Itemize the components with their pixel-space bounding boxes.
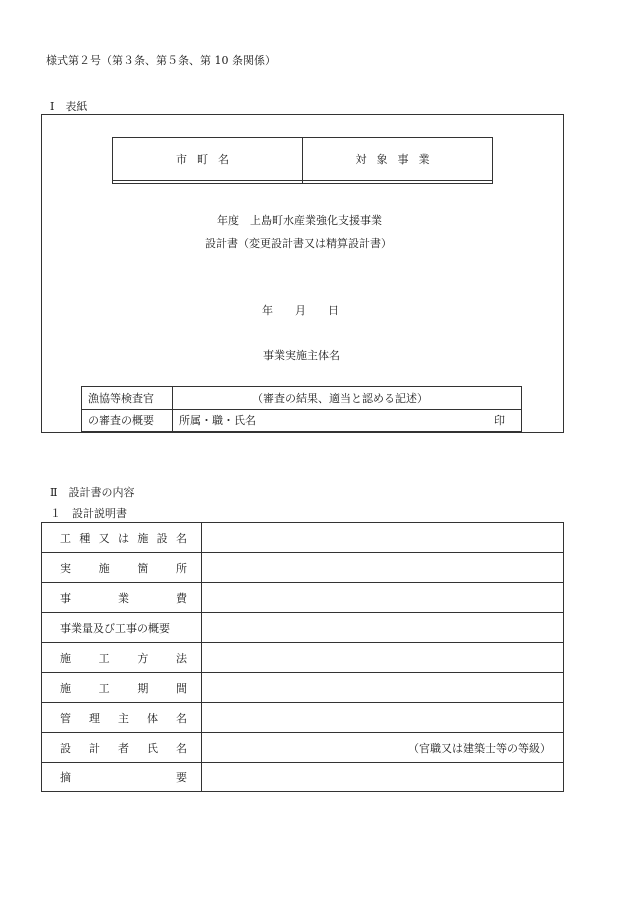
review-cell [173, 387, 522, 410]
row-value[interactable] [202, 733, 564, 763]
table-row [42, 643, 564, 673]
design-description-table [41, 522, 564, 792]
row-label-char: 業 [118, 591, 129, 605]
municipality-header: 市町名 [113, 138, 303, 181]
table-row [42, 733, 564, 763]
implementer-label: 事業実施主体名 [263, 349, 340, 362]
row-label-char: 法 [175, 651, 187, 665]
row-label-char: 体 [147, 711, 158, 725]
row-label-char: 又 [98, 531, 110, 545]
affiliation-cell[interactable] [173, 409, 522, 432]
table-row [42, 763, 564, 792]
row-label-char: は [117, 531, 129, 545]
row-value[interactable] [202, 583, 564, 613]
cover-table [112, 137, 493, 184]
row-label [42, 613, 202, 643]
row-value-text: （官職又は建築士等の等級） [408, 741, 551, 755]
row-label-char: 氏 [147, 741, 158, 755]
target-project-header: 対象事業 [303, 138, 493, 181]
row-label-char: 名 [176, 711, 187, 725]
row-label-char: 期 [137, 681, 149, 695]
table-row [42, 703, 564, 733]
row-label-char: 施 [60, 651, 71, 665]
row-label [42, 703, 202, 733]
row-value[interactable] [202, 613, 564, 643]
row-label [42, 523, 202, 553]
form-number: 様式第２号（第３条、第５条、第 10 条関係） [46, 54, 276, 67]
inspector-label-2: の審査の概要 [82, 409, 173, 432]
row-value[interactable] [202, 673, 564, 703]
table-row [42, 673, 564, 703]
row-label-char: 名 [176, 741, 187, 755]
table-row [42, 583, 564, 613]
row-label [42, 583, 202, 613]
row-label-char: 設 [156, 531, 168, 545]
section-1-heading: Ⅰ 表紙 [50, 100, 88, 113]
row-value[interactable] [202, 523, 564, 553]
row-label-char: 管 [60, 711, 71, 725]
row-label [42, 733, 202, 763]
row-label-char: 施 [98, 561, 110, 575]
row-label [42, 673, 202, 703]
row-label-char: 工 [60, 531, 71, 545]
row-label-char: 要 [176, 771, 187, 784]
row-label-char: 計 [89, 741, 100, 755]
row-label-char: 主 [118, 711, 129, 725]
table-row [42, 523, 564, 553]
seal-mark: 印 [494, 414, 505, 428]
table-row [42, 553, 564, 583]
row-label-char: 箇 [137, 561, 149, 575]
inspector-table [81, 386, 522, 432]
review-text: （審査の結果、適当と認める記述） [252, 391, 428, 405]
affiliation-label: 所属・職・氏名 [179, 414, 256, 428]
table-row [42, 613, 564, 643]
row-label-char: 事 [60, 591, 71, 605]
row-label [42, 763, 202, 792]
row-label [42, 553, 202, 583]
municipality-field[interactable] [113, 181, 303, 184]
row-label-char: 方 [137, 651, 149, 665]
section-2-subheading: １ 設計説明書 [50, 507, 127, 520]
row-label-char: 設 [60, 741, 71, 755]
row-label-char: 種 [79, 531, 91, 545]
row-label-char: 理 [89, 711, 100, 725]
row-label-char: 工 [98, 651, 110, 665]
row-value[interactable] [202, 553, 564, 583]
inspector-label-1: 漁協等検査官 [82, 387, 173, 410]
row-label [42, 643, 202, 673]
document-type: 設計書（変更設計書又は精算設計書） [205, 237, 392, 250]
row-label-char: 摘 [60, 771, 71, 784]
row-value[interactable] [202, 703, 564, 733]
row-label-char: 施 [60, 681, 71, 695]
row-label-char: 事業量及び工事の概要 [60, 621, 170, 635]
row-label-char: 者 [118, 741, 129, 755]
row-label-char: 実 [60, 561, 71, 575]
row-label-char: 工 [98, 681, 110, 695]
row-label-char: 費 [176, 591, 187, 605]
row-label-char: 間 [175, 681, 187, 695]
project-title: 年度 上島町水産業強化支援事業 [217, 214, 382, 227]
row-label-char: 所 [175, 561, 187, 575]
target-project-field[interactable] [303, 181, 493, 184]
row-value[interactable] [202, 763, 564, 792]
row-label-char: 名 [175, 531, 187, 545]
row-value[interactable] [202, 643, 564, 673]
date-line: 年 月 日 [262, 304, 339, 317]
row-label-char: 施 [137, 531, 149, 545]
section-2-heading: Ⅱ 設計書の内容 [50, 486, 135, 499]
